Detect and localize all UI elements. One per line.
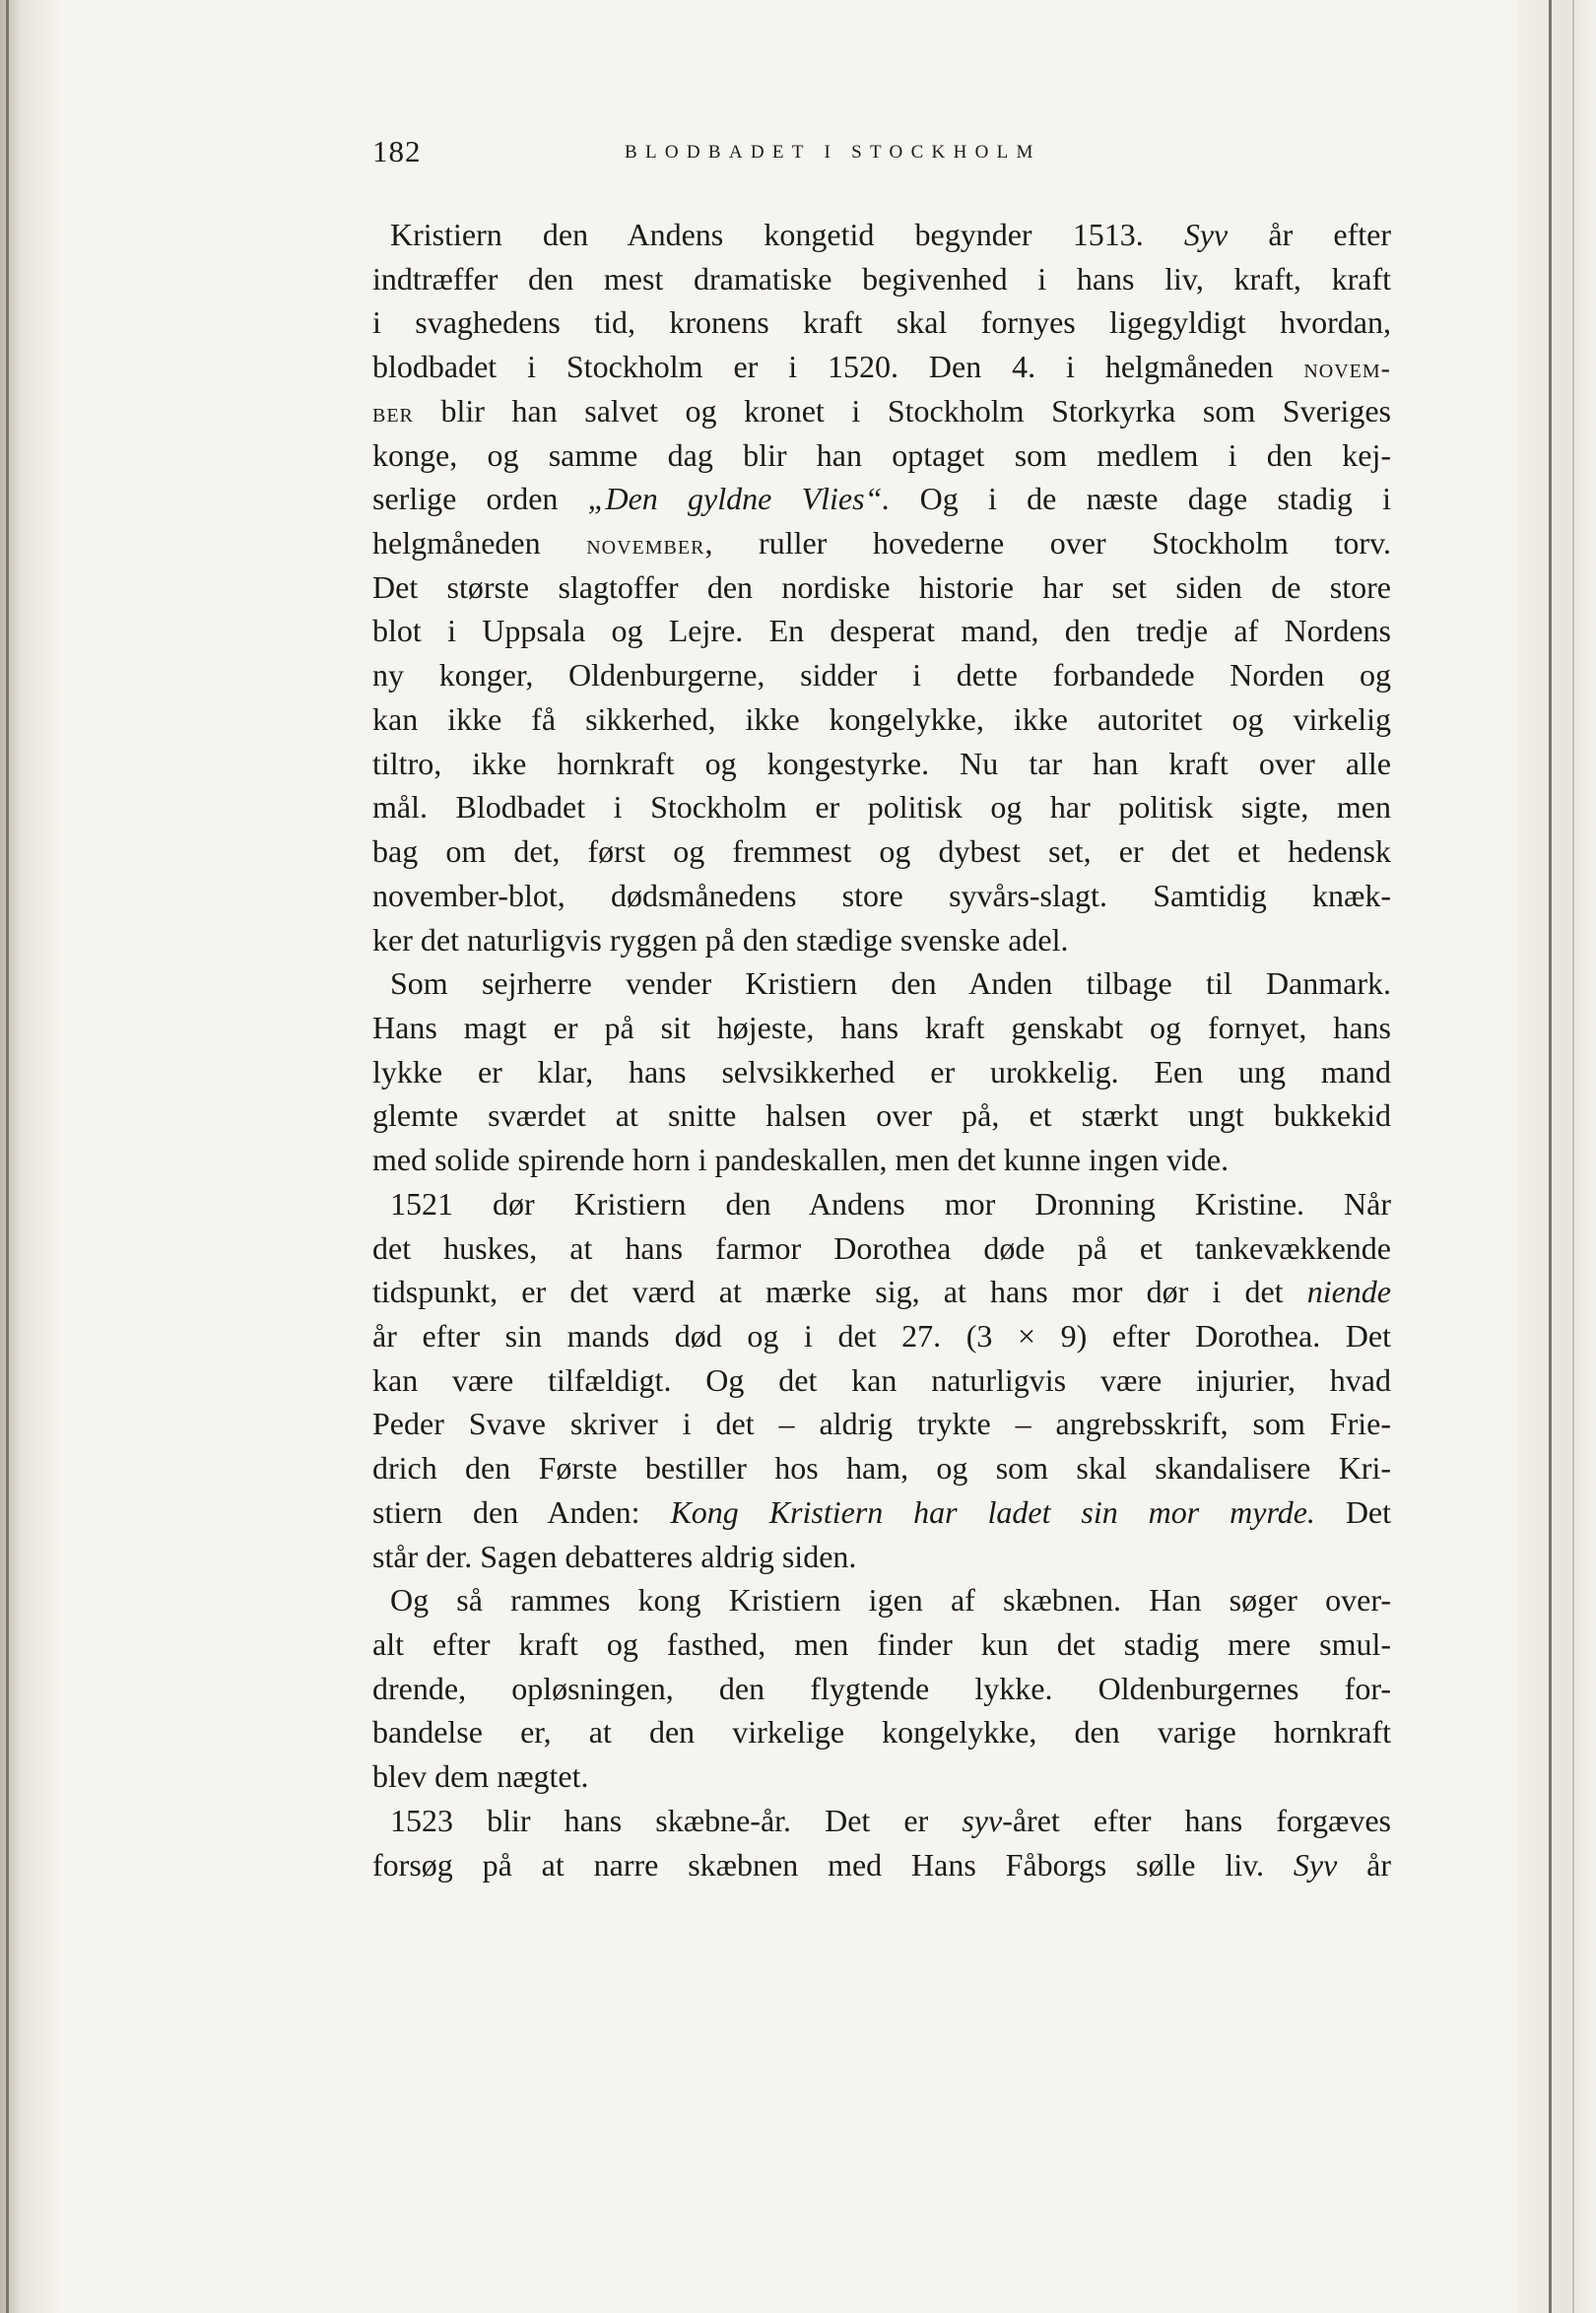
text-run: serlige orden (372, 481, 588, 517)
text-line (372, 1490, 1391, 1535)
text-run: i svaghedens tid, kronens kraft skal fornyes ligegyldigt hvordan, (372, 304, 1391, 341)
text-line (372, 1314, 1391, 1358)
text-run: stiern den Anden: (372, 1493, 671, 1530)
text-italic: Kong Kristiern har ladet sin mor myrde. (670, 1493, 1315, 1530)
text-line (372, 1358, 1391, 1403)
running-head: BLODBADET I STOCKHOLM (625, 142, 1041, 163)
text-run: alt efter kraft og fasthed, men finder kun det stadig mere smul- (372, 1626, 1391, 1662)
text-line (372, 829, 1391, 874)
text-line (372, 565, 1391, 610)
text-line (372, 1578, 1391, 1622)
text-italic: Syv (1293, 1846, 1338, 1883)
text-run: helgmåneden (372, 525, 587, 562)
text-run: tidspunkt, er det værd at mærke sig, at hans mor dør i det (372, 1274, 1307, 1310)
text-run: bandelse er, at den virkelige kongelykke, den varige hornkraft (372, 1714, 1391, 1751)
text-line (372, 1754, 1391, 1799)
book-gutter-shadow (0, 0, 61, 2313)
text-run: konge, og samme dag blir han optaget som medlem i den kej- (372, 436, 1391, 473)
text-smallcaps: ber (372, 397, 414, 429)
text-line (372, 1182, 1391, 1226)
text-line (372, 653, 1391, 697)
text-line (372, 1667, 1391, 1711)
text-line (372, 1270, 1391, 1314)
text-run: 1521 dør Kristiern den Andens mor Dronning Kristine. Når (390, 1185, 1391, 1222)
text-line (372, 1843, 1391, 1887)
text-line (372, 961, 1391, 1006)
text-run: Kristiern den Andens kongetid begynder 1513. (390, 217, 1184, 252)
text-line (372, 521, 1391, 565)
text-run: lykke er klar, hans selvsikkerhed er urokkelig. Een ung mand (372, 1053, 1391, 1090)
text-run: -året efter hans forgæves (1002, 1802, 1392, 1838)
text-run: Det største slagtoffer den nordiske historie har set siden de store (372, 568, 1391, 605)
text-smallcaps: novem- (1303, 354, 1391, 385)
text-run: drende, opløsningen, den flygtende lykke. Oldenburgernes for- (372, 1670, 1391, 1706)
text-run: Hans magt er på sit højeste, hans kraft genskabt og fornyet, hans (372, 1009, 1391, 1045)
text-run: Det (1314, 1493, 1392, 1530)
text-line (372, 697, 1391, 742)
text-italic: syv (962, 1802, 1003, 1838)
text-run: ny konger, Oldenburgerne, sidder i dette forbandede Norden og (372, 657, 1391, 694)
text-run: Og så rammes kong Kristiern igen af skæbnen. Han søger over- (390, 1582, 1391, 1619)
text-run: blir han salvet og kronet i Stockholm Storkyrka som Sveriges (413, 392, 1391, 429)
text-run: november-blot, dødsmånedens store syvårs-slagt. Samtidig knæk- (372, 877, 1391, 913)
text-line (372, 1093, 1391, 1138)
text-smallcaps: november (586, 530, 705, 562)
text-run: , ruller hovederne over Stockholm torv. (704, 525, 1392, 562)
text-run: indtræffer den mest dramatiske begivenhed i hans liv, kraft, kraft (372, 260, 1391, 297)
text-line (372, 1226, 1391, 1271)
text-line (372, 785, 1391, 829)
text-run: kan være tilfældigt. Og det kan naturligvis være injurier, hvad (372, 1361, 1391, 1398)
text-line (372, 389, 1391, 433)
text-line (372, 1402, 1391, 1446)
text-line (372, 1535, 1391, 1579)
text-run: tiltro, ikke hornkraft og kongestyrke. Nu tar han kraft over alle (372, 745, 1391, 781)
page-edge-right (1517, 0, 1596, 2313)
text-run: Peder Svave skriver i det – aldrig trykte – angrebsskrift, som Frie- (372, 1406, 1391, 1442)
text-run: med solide spirende horn i pandeskallen, men det kunne ingen vide. (372, 1142, 1230, 1178)
text-line (372, 300, 1391, 345)
text-run: blot i Uppsala og Lejre. En desperat mand, den tredje af Nordens (372, 613, 1391, 649)
page-header (372, 134, 1391, 177)
text-line (372, 1050, 1391, 1094)
text-line (372, 609, 1391, 653)
text-line (372, 257, 1391, 301)
text-line (372, 1006, 1391, 1050)
text-run: blodbadet i Stockholm er i 1520. Den 4. i helgmåneden (372, 349, 1304, 385)
text-line (372, 918, 1391, 962)
text-run: ker det naturligvis ryggen på den stædige svenske adel. (372, 921, 1069, 958)
text-run: blev dem nægtet. (372, 1758, 589, 1795)
text-line (372, 1622, 1391, 1667)
text-run: glemte sværdet at snitte halsen over på, et stærkt ungt bukkekid (372, 1097, 1391, 1134)
text-run: år efter (1228, 217, 1391, 252)
text-run: står der. Sagen debatteres aldrig siden. (372, 1538, 857, 1574)
text-italic: „Den gyldne Vlies“. (587, 481, 891, 517)
text-line (372, 742, 1391, 786)
text-run: mål. Blodbadet i Stockholm er politisk og har politisk sigte, men (372, 789, 1391, 826)
text-italic: niende (1306, 1274, 1391, 1310)
text-run: det huskes, at hans farmor Dorothea døde på et tankevækkende (372, 1229, 1391, 1266)
body-text (372, 213, 1391, 1886)
text-run: Og i de næste dage stadig i (890, 481, 1392, 517)
text-run: år (1337, 1846, 1392, 1883)
text-line (372, 1710, 1391, 1754)
text-line (372, 874, 1391, 918)
text-line (372, 213, 1391, 257)
text-run: bag om det, først og fremmest og dybest set, er det et hedensk (372, 833, 1391, 870)
text-line (372, 433, 1391, 478)
text-line (372, 1138, 1391, 1182)
text-run: kan ikke få sikkerhed, ikke kongelykke, ikke autoritet og virkelig (372, 700, 1391, 737)
text-line (372, 345, 1391, 389)
text-line (372, 477, 1391, 521)
text-run: år efter sin mands død og i det 27. (3 × 9) efter Dorothea. Det (372, 1317, 1391, 1354)
text-run: drich den Første bestiller hos ham, og som skal skandalisere Kri- (372, 1450, 1391, 1487)
text-line (372, 1446, 1391, 1490)
text-italic: Syv (1183, 217, 1229, 252)
text-run: forsøg på at narre skæbnen med Hans Fåborgs sølle liv. (372, 1846, 1294, 1883)
text-run: Som sejrherre vender Kristiern den Anden tilbage til Danmark. (390, 965, 1391, 1002)
text-run: 1523 blir hans skæbne-år. Det er (390, 1802, 963, 1838)
page-number: 182 (372, 134, 422, 168)
text-line (372, 1799, 1391, 1843)
